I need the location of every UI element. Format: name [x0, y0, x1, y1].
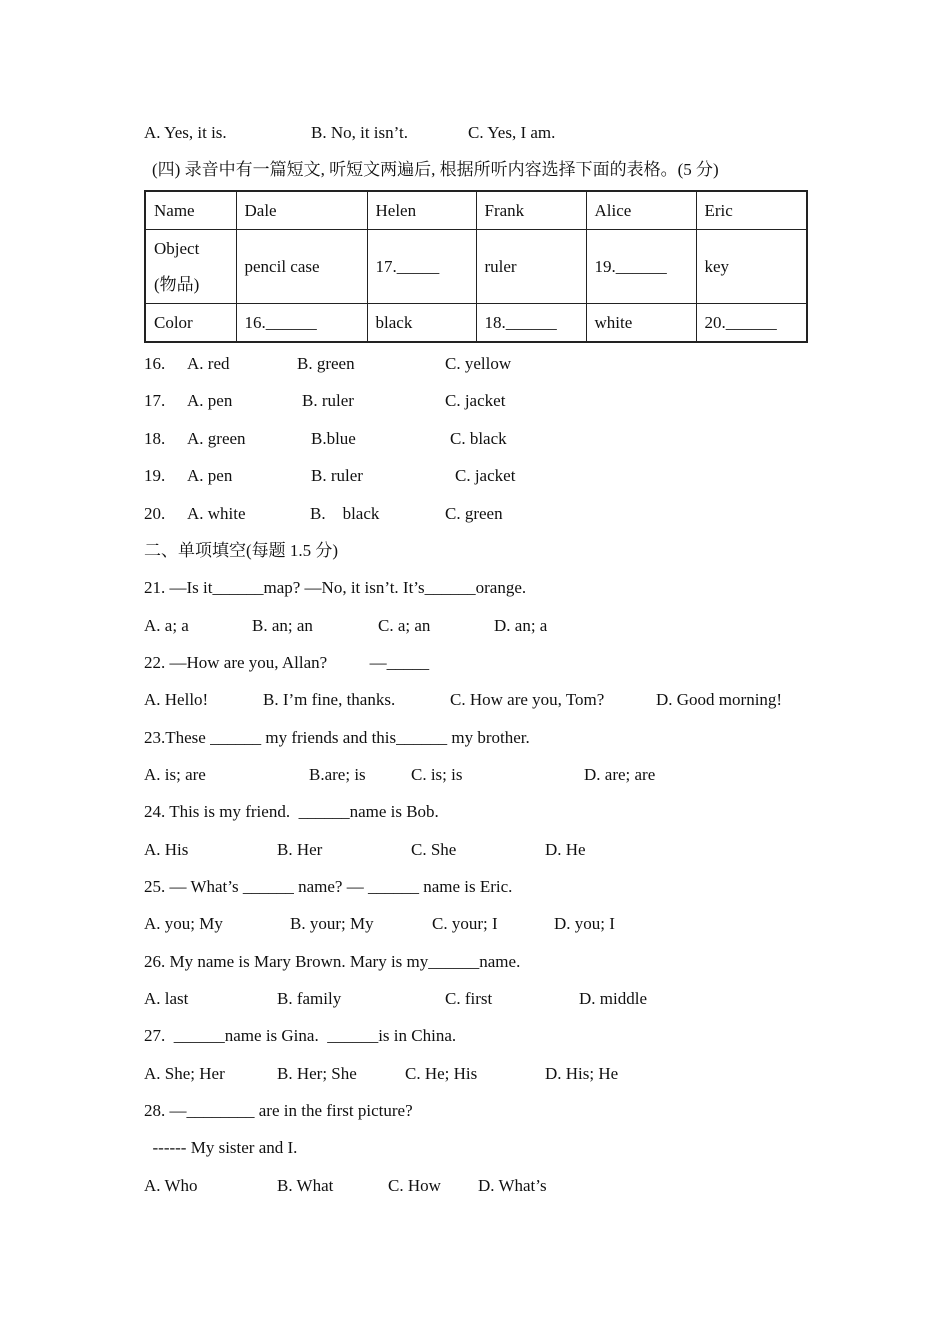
table-cell: Alice [586, 191, 696, 230]
option-c: C. How [388, 1176, 441, 1195]
table-row-names [145, 191, 807, 230]
option-a: A. Hello! [144, 690, 209, 709]
table-cell: 16.______ [236, 304, 367, 343]
option-d: D. you; I [554, 914, 615, 933]
option-a: A. Who [144, 1176, 198, 1195]
option-b: B. family [277, 989, 342, 1008]
option-a: A. is; are [144, 765, 206, 784]
option-d: D. an; a [494, 616, 548, 635]
section-heading-single-choice: 二、单项填空(每题 1.5 分) [144, 541, 339, 560]
option-b: B. No, it isn’t. [311, 123, 408, 142]
option-d: D. are; are [584, 765, 656, 784]
table-row-objects [145, 230, 807, 304]
option-a: A. red [187, 354, 230, 373]
option-d: D. His; He [545, 1064, 619, 1083]
option-c: C. Yes, I am. [468, 123, 556, 142]
question-stem: 26. My name is Mary Brown. Mary is my______name. [144, 952, 521, 971]
option-c: C. jacket [445, 391, 506, 410]
option-d: D. What’s [478, 1176, 547, 1195]
section-heading-listening: (四) 录音中有一篇短文, 听短文两遍后, 根据所听内容选择下面的表格。(5 分) [152, 160, 719, 179]
question-stem: 28. —________ are in the first picture? [144, 1101, 413, 1120]
option-b: B. Her; She [277, 1064, 357, 1083]
option-d: D. middle [579, 989, 647, 1008]
table-cell: Dale [236, 191, 367, 230]
option-b: B. I’m fine, thanks. [263, 690, 396, 709]
question-number: 20. [144, 504, 166, 523]
option-b: B. Her [277, 840, 323, 859]
option-a: A. a; a [144, 616, 189, 635]
table-cell: Eric [696, 191, 807, 230]
table-cell: Name [145, 191, 236, 230]
question-stem: 21. —Is it______map? —No, it isn’t. It’s______orange. [144, 578, 527, 597]
option-b: B. black [310, 504, 380, 523]
table-cell: pencil case [236, 230, 367, 304]
question-stem: 27. ______name is Gina. ______is in China. [144, 1026, 457, 1045]
option-a: A. pen [187, 391, 233, 410]
option-b: B. ruler [311, 466, 363, 485]
option-c: C. first [445, 989, 493, 1008]
question-stem-answer: ------ My sister and I. [144, 1138, 298, 1157]
object-label: Object [154, 238, 200, 258]
option-c: C. your; I [432, 914, 498, 933]
table-cell: 19.______ [586, 230, 696, 304]
option-a: A. His [144, 840, 189, 859]
option-a: A. white [187, 504, 246, 523]
question-number: 19. [144, 466, 166, 485]
question-stem: 25. — What’s ______ name? — ______ name is Eric. [144, 877, 513, 896]
option-c: C. She [411, 840, 457, 859]
option-d: D. He [545, 840, 586, 859]
table-cell: ruler [476, 230, 586, 304]
option-b: B. ruler [302, 391, 354, 410]
option-a: A. last [144, 989, 189, 1008]
option-c: C. is; is [411, 765, 463, 784]
table-cell: Helen [367, 191, 476, 230]
option-c: C. yellow [445, 354, 512, 373]
table-cell: 17._____ [367, 230, 476, 304]
question-number: 18. [144, 429, 166, 448]
table-row-colors [145, 304, 807, 343]
table-cell-object-label [145, 230, 236, 304]
option-c: C. How are you, Tom? [450, 690, 605, 709]
table-cell: Color [145, 304, 236, 343]
option-d: D. Good morning! [656, 690, 783, 709]
option-c: C. jacket [455, 466, 516, 485]
option-b: B. your; My [290, 914, 374, 933]
option-c: C. He; His [405, 1064, 478, 1083]
option-b: B. green [297, 354, 355, 373]
question-number: 16. [144, 354, 166, 373]
option-c: C. a; an [378, 616, 431, 635]
question-number: 17. [144, 391, 166, 410]
table-cell: 20.______ [696, 304, 807, 343]
option-c: C. green [445, 504, 503, 523]
table-cell: 18.______ [476, 304, 586, 343]
option-b: B. an; an [252, 616, 313, 635]
option-a: A. She; Her [144, 1064, 225, 1083]
option-b: B.blue [311, 429, 356, 448]
question-stem: 23.These ______ my friends and this______ my brother. [144, 728, 530, 747]
question-stem: 22. —How are you, Allan? —_____ [144, 653, 430, 672]
table-cell: black [367, 304, 476, 343]
option-b: B.are; is [309, 765, 366, 784]
table-cell: white [586, 304, 696, 343]
option-a: A. Yes, it is. [144, 123, 227, 142]
question-stem: 24. This is my friend. ______name is Bob. [144, 802, 439, 821]
object-label-cn: (物品) [154, 274, 200, 294]
table-cell: key [696, 230, 807, 304]
table-cell: Frank [476, 191, 586, 230]
option-a: A. pen [187, 466, 233, 485]
option-a: A. green [187, 429, 246, 448]
listening-table [144, 190, 808, 343]
option-b: B. What [277, 1176, 334, 1195]
option-a: A. you; My [144, 914, 223, 933]
option-c: C. black [450, 429, 507, 448]
